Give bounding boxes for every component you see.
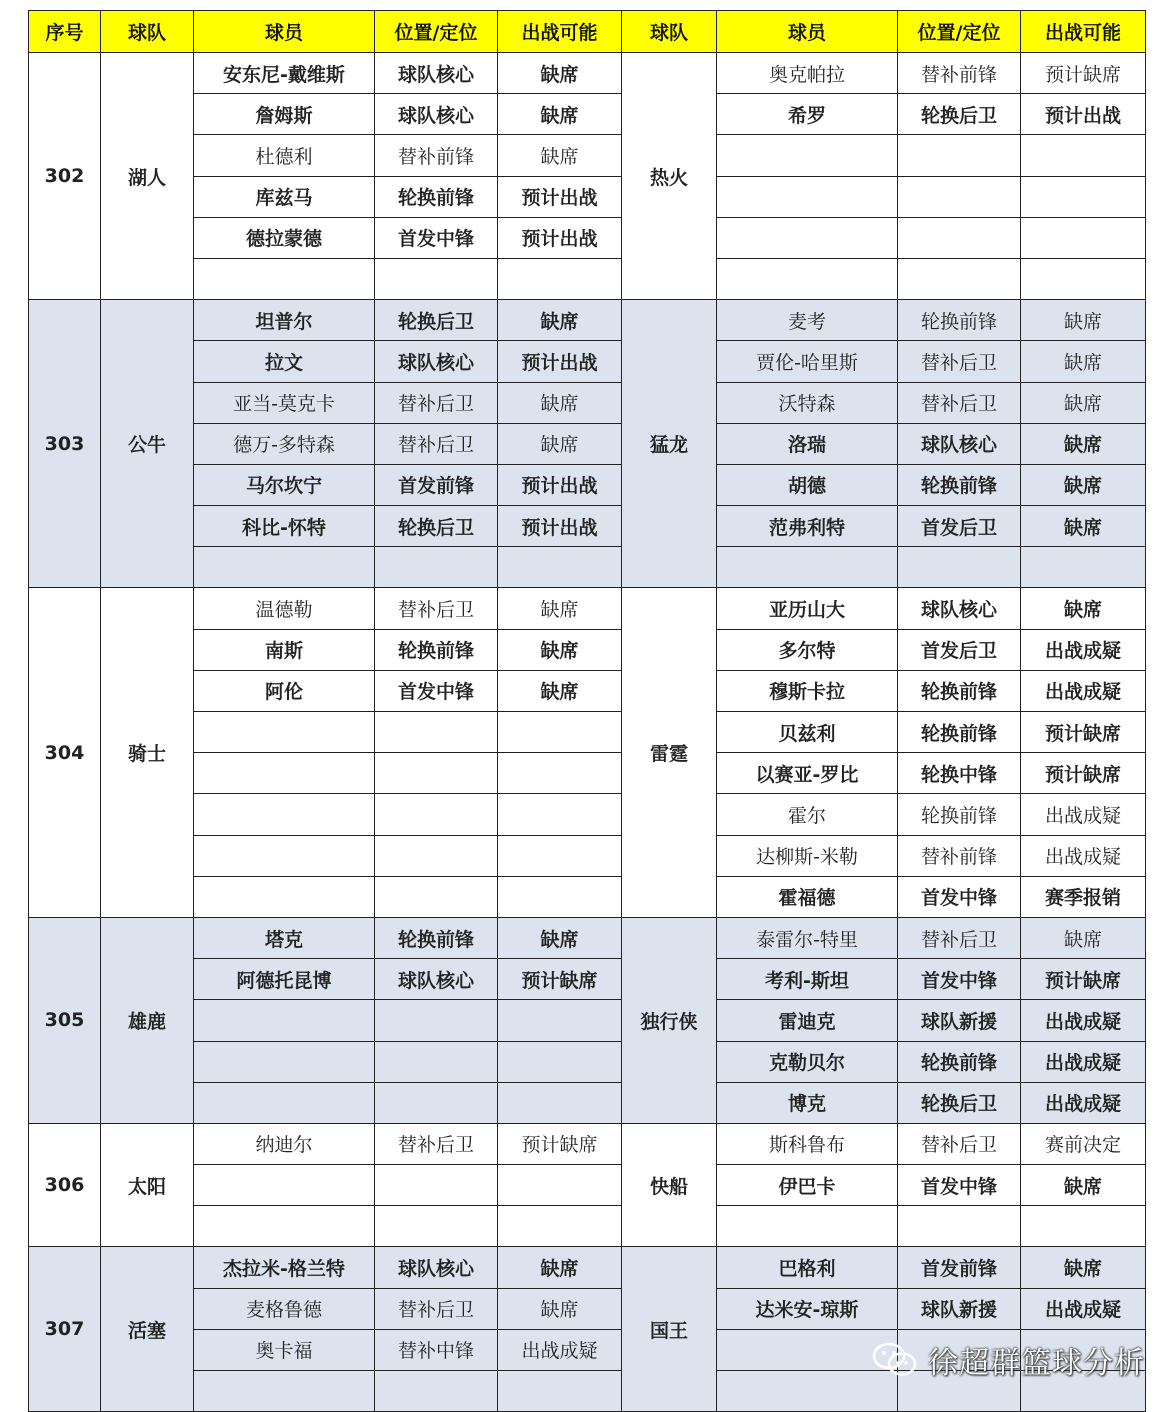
table-row	[29, 94, 1146, 135]
home-position-cell: 替补中锋	[375, 1329, 498, 1370]
home-player-cell	[194, 876, 375, 917]
table-row	[29, 217, 1146, 258]
table-row	[29, 1247, 1146, 1288]
away-position-cell: 轮换前锋	[898, 300, 1021, 341]
table-row	[29, 1000, 1146, 1041]
home-status-cell: 缺席	[498, 917, 622, 958]
home-player-cell: 德万-多特森	[194, 423, 375, 464]
table-row	[29, 547, 1146, 588]
home-player-cell: 德拉蒙德	[194, 217, 375, 258]
game-id-cell: 306	[29, 1123, 101, 1247]
home-position-cell	[375, 835, 498, 876]
table-row	[29, 176, 1146, 217]
away-player-cell: 达米安-琼斯	[717, 1288, 898, 1329]
table-row	[29, 423, 1146, 464]
table-row	[29, 835, 1146, 876]
home-status-cell: 缺席	[498, 588, 622, 629]
away-status-cell: 出战成疑	[1021, 1041, 1146, 1082]
away-player-cell: 洛瑞	[717, 423, 898, 464]
away-player-cell: 胡德	[717, 464, 898, 505]
home-status-cell	[498, 1082, 622, 1123]
home-status-cell	[498, 547, 622, 588]
away-position-cell: 轮换中锋	[898, 753, 1021, 794]
header-home-player: 球员	[194, 11, 375, 53]
away-status-cell	[1021, 135, 1146, 176]
table-row	[29, 300, 1146, 341]
away-status-cell: 出战成疑	[1021, 1082, 1146, 1123]
home-team-cell: 湖人	[101, 53, 194, 300]
away-status-cell: 预计缺席	[1021, 712, 1146, 753]
home-player-cell: 杰拉米-格兰特	[194, 1247, 375, 1288]
home-player-cell: 温德勒	[194, 588, 375, 629]
table-row	[29, 917, 1146, 958]
away-status-cell	[1021, 176, 1146, 217]
away-player-cell: 以赛亚-罗比	[717, 753, 898, 794]
away-team-cell: 国王	[622, 1247, 717, 1412]
game-id-cell: 304	[29, 588, 101, 918]
home-position-cell: 球队核心	[375, 341, 498, 382]
away-player-cell	[717, 176, 898, 217]
home-team-cell: 公牛	[101, 300, 194, 588]
away-position-cell: 轮换后卫	[898, 94, 1021, 135]
away-player-cell: 达柳斯-米勒	[717, 835, 898, 876]
home-status-cell	[498, 1206, 622, 1247]
home-status-cell	[498, 1165, 622, 1206]
table-row	[29, 1123, 1146, 1164]
home-player-cell: 马尔坎宁	[194, 464, 375, 505]
away-status-cell: 出战成疑	[1021, 1288, 1146, 1329]
away-player-cell: 博克	[717, 1082, 898, 1123]
away-status-cell: 缺席	[1021, 423, 1146, 464]
away-player-cell	[717, 217, 898, 258]
table-row	[29, 794, 1146, 835]
home-status-cell	[498, 876, 622, 917]
away-player-cell: 考利-斯坦	[717, 959, 898, 1000]
header-home-status: 出战可能	[498, 11, 622, 53]
away-status-cell: 缺席	[1021, 341, 1146, 382]
away-player-cell: 贝兹利	[717, 712, 898, 753]
home-position-cell: 替补前锋	[375, 135, 498, 176]
away-team-cell: 快船	[622, 1123, 717, 1247]
away-position-cell: 球队新援	[898, 1288, 1021, 1329]
game-id-cell: 305	[29, 917, 101, 1123]
home-position-cell: 替补后卫	[375, 1288, 498, 1329]
game-id-cell: 302	[29, 53, 101, 300]
away-position-cell: 首发中锋	[898, 1165, 1021, 1206]
home-player-cell	[194, 712, 375, 753]
game-id-cell: 307	[29, 1247, 101, 1412]
header-row	[29, 11, 1146, 53]
away-status-cell: 缺席	[1021, 1247, 1146, 1288]
table-row	[29, 712, 1146, 753]
home-player-cell: 阿德托昆博	[194, 959, 375, 1000]
home-status-cell: 缺席	[498, 300, 622, 341]
home-status-cell: 缺席	[498, 423, 622, 464]
home-position-cell	[375, 876, 498, 917]
away-position-cell: 替补前锋	[898, 835, 1021, 876]
away-player-cell	[717, 135, 898, 176]
home-player-cell	[194, 1000, 375, 1041]
away-position-cell	[898, 217, 1021, 258]
away-player-cell	[717, 547, 898, 588]
home-player-cell: 拉文	[194, 341, 375, 382]
home-team-cell: 骑士	[101, 588, 194, 918]
away-status-cell: 预计出战	[1021, 94, 1146, 135]
home-position-cell	[375, 712, 498, 753]
away-position-cell: 首发后卫	[898, 506, 1021, 547]
home-player-cell	[194, 835, 375, 876]
home-player-cell	[194, 1371, 375, 1412]
away-team-cell: 猛龙	[622, 300, 717, 588]
away-player-cell: 希罗	[717, 94, 898, 135]
home-status-cell	[498, 835, 622, 876]
away-position-cell: 轮换前锋	[898, 1041, 1021, 1082]
home-position-cell: 轮换前锋	[375, 176, 498, 217]
away-status-cell	[1021, 547, 1146, 588]
home-status-cell: 预计出战	[498, 176, 622, 217]
away-position-cell: 首发中锋	[898, 959, 1021, 1000]
home-status-cell: 预计缺席	[498, 959, 622, 1000]
table-row	[29, 1165, 1146, 1206]
table-row	[29, 1288, 1146, 1329]
home-status-cell: 出战成疑	[498, 1329, 622, 1370]
home-position-cell: 轮换后卫	[375, 506, 498, 547]
away-player-cell: 多尔特	[717, 629, 898, 670]
away-status-cell: 赛前决定	[1021, 1123, 1146, 1164]
table-row	[29, 464, 1146, 505]
away-player-cell: 斯科鲁布	[717, 1123, 898, 1164]
home-status-cell	[498, 258, 622, 299]
home-position-cell	[375, 1041, 498, 1082]
header-home-team: 球队	[101, 11, 194, 53]
home-position-cell	[375, 1000, 498, 1041]
header-home-position: 位置/定位	[375, 11, 498, 53]
away-status-cell: 出战成疑	[1021, 629, 1146, 670]
table-row	[29, 959, 1146, 1000]
away-position-cell: 球队核心	[898, 423, 1021, 464]
home-player-cell: 亚当-莫克卡	[194, 382, 375, 423]
away-player-cell: 范弗利特	[717, 506, 898, 547]
home-position-cell: 首发中锋	[375, 217, 498, 258]
home-status-cell: 预计出战	[498, 464, 622, 505]
away-player-cell	[717, 1371, 898, 1412]
home-player-cell: 奥卡福	[194, 1329, 375, 1370]
home-player-cell: 麦格鲁德	[194, 1288, 375, 1329]
home-position-cell	[375, 258, 498, 299]
away-position-cell	[898, 547, 1021, 588]
away-position-cell: 轮换前锋	[898, 464, 1021, 505]
away-status-cell: 缺席	[1021, 506, 1146, 547]
table-body	[29, 53, 1146, 1412]
home-status-cell: 缺席	[498, 1247, 622, 1288]
away-status-cell: 缺席	[1021, 464, 1146, 505]
away-position-cell	[898, 1206, 1021, 1247]
home-player-cell	[194, 1165, 375, 1206]
home-position-cell: 替补后卫	[375, 423, 498, 464]
away-status-cell	[1021, 217, 1146, 258]
away-status-cell: 预计缺席	[1021, 53, 1146, 94]
table-row	[29, 1082, 1146, 1123]
home-player-cell: 库兹马	[194, 176, 375, 217]
home-status-cell: 缺席	[498, 135, 622, 176]
away-player-cell: 贾伦-哈里斯	[717, 341, 898, 382]
away-status-cell: 出战成疑	[1021, 835, 1146, 876]
away-player-cell: 伊巴卡	[717, 1165, 898, 1206]
home-position-cell: 轮换前锋	[375, 629, 498, 670]
home-player-cell	[194, 1041, 375, 1082]
home-player-cell	[194, 547, 375, 588]
away-player-cell: 雷迪克	[717, 1000, 898, 1041]
home-player-cell	[194, 258, 375, 299]
wechat-icon	[872, 1341, 918, 1379]
away-status-cell: 预计缺席	[1021, 959, 1146, 1000]
home-position-cell	[375, 1082, 498, 1123]
table-row	[29, 506, 1146, 547]
away-player-cell: 霍尔	[717, 794, 898, 835]
home-status-cell: 预计出战	[498, 341, 622, 382]
table-row	[29, 588, 1146, 629]
away-position-cell: 首发后卫	[898, 629, 1021, 670]
away-player-cell: 霍福德	[717, 876, 898, 917]
home-position-cell	[375, 1206, 498, 1247]
table-row	[29, 670, 1146, 711]
away-player-cell: 巴格利	[717, 1247, 898, 1288]
home-position-cell: 球队核心	[375, 959, 498, 1000]
away-position-cell: 替补后卫	[898, 341, 1021, 382]
away-team-cell: 雷霆	[622, 588, 717, 918]
away-status-cell: 出战成疑	[1021, 670, 1146, 711]
away-status-cell: 缺席	[1021, 1165, 1146, 1206]
home-player-cell: 阿伦	[194, 670, 375, 711]
home-team-cell: 活塞	[101, 1247, 194, 1412]
home-player-cell: 杜德利	[194, 135, 375, 176]
home-player-cell	[194, 794, 375, 835]
away-position-cell: 球队核心	[898, 588, 1021, 629]
header-away-position: 位置/定位	[898, 11, 1021, 53]
game-id-cell: 303	[29, 300, 101, 588]
watermark	[872, 1338, 1145, 1382]
away-status-cell	[1021, 258, 1146, 299]
header-away-team: 球队	[622, 11, 717, 53]
home-player-cell: 詹姆斯	[194, 94, 375, 135]
away-player-cell: 沃特森	[717, 382, 898, 423]
away-position-cell	[898, 135, 1021, 176]
home-status-cell: 缺席	[498, 670, 622, 711]
away-status-cell: 出战成疑	[1021, 794, 1146, 835]
away-position-cell: 球队新援	[898, 1000, 1021, 1041]
away-position-cell: 替补后卫	[898, 382, 1021, 423]
away-position-cell: 轮换前锋	[898, 670, 1021, 711]
home-status-cell: 缺席	[498, 94, 622, 135]
table-row	[29, 258, 1146, 299]
away-status-cell: 缺席	[1021, 917, 1146, 958]
table-row	[29, 1041, 1146, 1082]
away-player-cell: 麦考	[717, 300, 898, 341]
home-status-cell	[498, 1000, 622, 1041]
home-status-cell: 缺席	[498, 382, 622, 423]
home-position-cell: 替补后卫	[375, 588, 498, 629]
table-row	[29, 135, 1146, 176]
away-position-cell: 替补前锋	[898, 53, 1021, 94]
home-position-cell: 替补后卫	[375, 382, 498, 423]
table-row	[29, 629, 1146, 670]
away-player-cell: 奥克帕拉	[717, 53, 898, 94]
away-position-cell: 轮换后卫	[898, 1082, 1021, 1123]
header-away-status: 出战可能	[1021, 11, 1146, 53]
home-player-cell: 纳迪尔	[194, 1123, 375, 1164]
home-position-cell	[375, 547, 498, 588]
injury-report-table	[28, 10, 1146, 1412]
home-player-cell	[194, 1082, 375, 1123]
table-row	[29, 1206, 1146, 1247]
away-position-cell: 轮换前锋	[898, 712, 1021, 753]
home-player-cell: 塔克	[194, 917, 375, 958]
home-status-cell: 缺席	[498, 1288, 622, 1329]
away-player-cell	[717, 258, 898, 299]
away-player-cell: 泰雷尔-特里	[717, 917, 898, 958]
table-row	[29, 53, 1146, 94]
away-position-cell: 替补后卫	[898, 1123, 1021, 1164]
away-status-cell: 缺席	[1021, 300, 1146, 341]
away-player-cell: 穆斯卡拉	[717, 670, 898, 711]
header-away-player: 球员	[717, 11, 898, 53]
home-position-cell: 轮换前锋	[375, 917, 498, 958]
away-team-cell: 热火	[622, 53, 717, 300]
home-status-cell: 预计出战	[498, 506, 622, 547]
away-position-cell: 首发中锋	[898, 876, 1021, 917]
home-player-cell: 坦普尔	[194, 300, 375, 341]
away-team-cell: 独行侠	[622, 917, 717, 1123]
away-status-cell	[1021, 1206, 1146, 1247]
table-row	[29, 753, 1146, 794]
home-position-cell	[375, 794, 498, 835]
home-team-cell: 太阳	[101, 1123, 194, 1247]
table-row	[29, 382, 1146, 423]
away-status-cell: 出战成疑	[1021, 1000, 1146, 1041]
home-player-cell: 科比-怀特	[194, 506, 375, 547]
home-position-cell: 球队核心	[375, 53, 498, 94]
away-position-cell: 替补后卫	[898, 917, 1021, 958]
table-row	[29, 341, 1146, 382]
home-status-cell	[498, 794, 622, 835]
watermark-text: 徐超群篮球分析	[928, 1346, 1145, 1381]
home-position-cell: 替补后卫	[375, 1123, 498, 1164]
header-game-id: 序号	[29, 11, 101, 53]
home-status-cell	[498, 1041, 622, 1082]
home-status-cell	[498, 712, 622, 753]
home-status-cell: 缺席	[498, 629, 622, 670]
away-status-cell: 赛季报销	[1021, 876, 1146, 917]
home-position-cell: 首发前锋	[375, 464, 498, 505]
home-position-cell	[375, 1371, 498, 1412]
home-player-cell: 南斯	[194, 629, 375, 670]
away-position-cell: 首发前锋	[898, 1247, 1021, 1288]
away-player-cell: 亚历山大	[717, 588, 898, 629]
home-position-cell	[375, 753, 498, 794]
home-status-cell	[498, 753, 622, 794]
away-position-cell	[898, 176, 1021, 217]
table-row	[29, 876, 1146, 917]
home-player-cell: 安东尼-戴维斯	[194, 53, 375, 94]
home-status-cell	[498, 1371, 622, 1412]
home-position-cell: 轮换后卫	[375, 300, 498, 341]
home-team-cell: 雄鹿	[101, 917, 194, 1123]
away-player-cell: 克勒贝尔	[717, 1041, 898, 1082]
away-status-cell: 缺席	[1021, 588, 1146, 629]
home-position-cell: 球队核心	[375, 94, 498, 135]
home-position-cell: 首发中锋	[375, 670, 498, 711]
home-player-cell	[194, 753, 375, 794]
home-position-cell: 球队核心	[375, 1247, 498, 1288]
away-status-cell: 预计缺席	[1021, 753, 1146, 794]
away-player-cell	[717, 1329, 898, 1370]
home-player-cell	[194, 1206, 375, 1247]
away-status-cell: 缺席	[1021, 382, 1146, 423]
away-position-cell: 轮换前锋	[898, 794, 1021, 835]
home-position-cell	[375, 1165, 498, 1206]
home-status-cell: 预计缺席	[498, 1123, 622, 1164]
away-position-cell	[898, 258, 1021, 299]
home-status-cell: 缺席	[498, 53, 622, 94]
away-player-cell	[717, 1206, 898, 1247]
home-status-cell: 预计出战	[498, 217, 622, 258]
